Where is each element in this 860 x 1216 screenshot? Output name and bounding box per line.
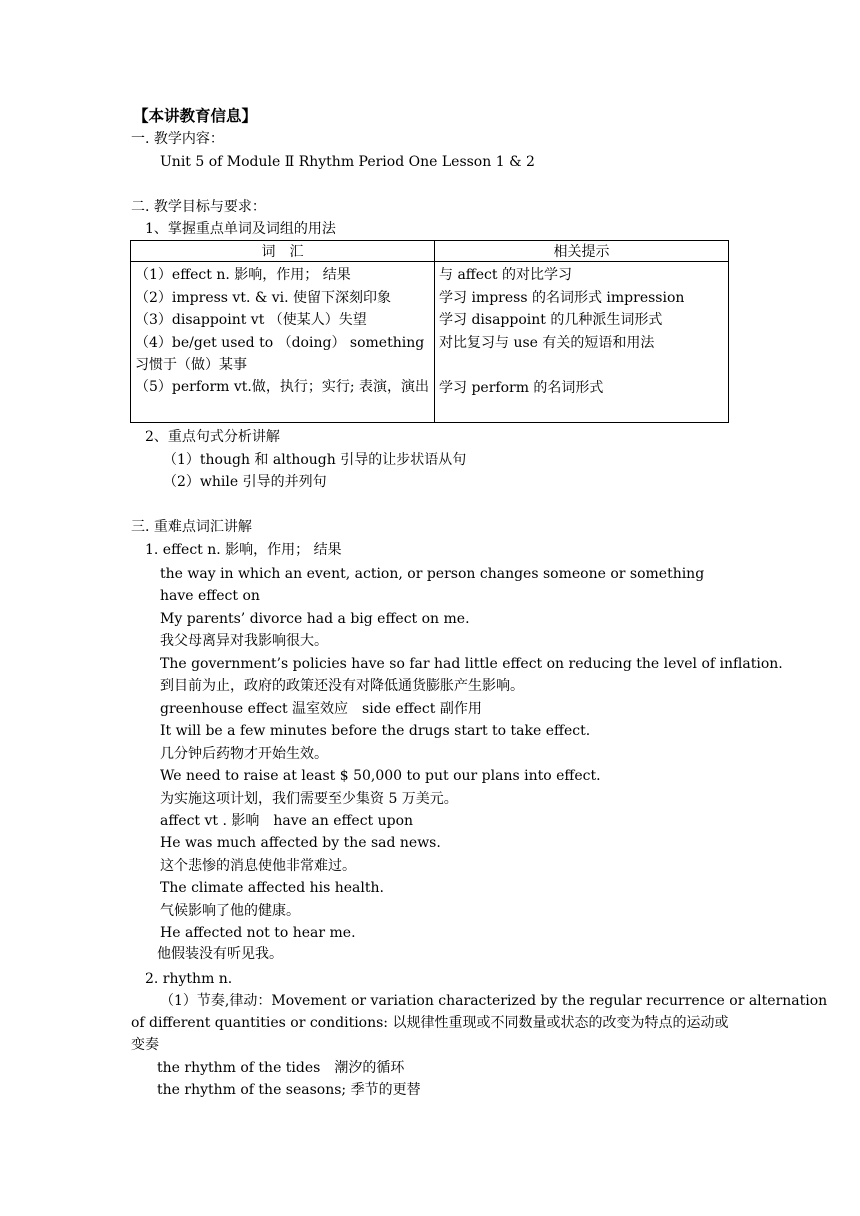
example-line: have effect on <box>160 588 260 605</box>
vocab-hint: 学习 disappoint 的几种派生词形式 <box>439 312 663 329</box>
definition-line: 变奏 <box>131 1037 159 1053</box>
table-header-words: 词 汇 <box>131 241 435 262</box>
item-title: 2. rhythm n. <box>145 971 233 987</box>
spacer <box>439 354 724 377</box>
example-line: 他假装没有听见我。 <box>157 946 283 962</box>
vocab-word: （2）impress vt. & vi. 使留下深刻印象 <box>135 289 392 306</box>
table-row <box>131 262 729 423</box>
words-cell <box>131 262 435 423</box>
example-line: the way in which an event, action, or person changes someone or something <box>160 566 705 582</box>
vocab-hint: 学习 perform 的名词形式 <box>439 379 604 396</box>
example-line: the rhythm of the seasons; 季节的更替 <box>157 1082 421 1098</box>
hints-cell <box>435 262 729 423</box>
example-line: 到目前为止，政府的政策还没有对降低通货膨胀产生影响。 <box>160 678 524 695</box>
definition-line: （1）节奏,律动：Movement or variation characterized by the regular recurrence or alternation <box>160 993 828 1009</box>
subheading-vocab: 1、掌握重点单词及词组的用法 <box>145 221 336 237</box>
example-line: 我父母离异对我影响很大。 <box>160 633 328 650</box>
example-line: It will be a few minutes before the drugs start to take effect. <box>160 723 591 740</box>
table-header-hints: 相关提示 <box>435 241 729 262</box>
vocab-word: （3）disappoint vt （使某人）失望 <box>135 312 367 329</box>
sentence-point: （1）though 和 although 引导的让步状语从句 <box>163 452 467 468</box>
example-line: 这个悲惨的消息使他非常难过。 <box>160 857 356 874</box>
example-line: 几分钟后药物才开始生效。 <box>160 745 328 762</box>
example-line: The government’s policies have so far had little effect on reducing the level of inflation. <box>160 655 783 672</box>
lesson-content: Unit 5 of Module Ⅱ Rhythm Period One Lesson 1 & 2 <box>160 154 535 170</box>
vocab-hint: 对比复习与 use 有关的短语和用法 <box>439 334 655 351</box>
subheading-sentences: 2、重点句式分析讲解 <box>145 429 280 445</box>
example-line: 为实施这项计划，我们需要至少集资 5 万美元。 <box>160 790 458 807</box>
example-line: He affected not to hear me. <box>160 925 356 942</box>
vocab-word: （1）effect n. 影响，作用； 结果 <box>135 267 351 283</box>
vocab-hint: 与 affect 的对比学习 <box>439 267 572 283</box>
definition-line: of different quantities or conditions: 以规律性重现或不同数量或状态的改变为特点的运动或 <box>131 1015 729 1031</box>
page-title: 【本讲教育信息】 <box>133 106 258 125</box>
example-line: affect vt . 影响 have an effect upon <box>160 812 414 829</box>
section-heading-goals: 二. 教学目标与要求： <box>131 199 266 215</box>
sentence-point: （2）while 引导的并列句 <box>163 474 327 490</box>
example-line: My parents’ divorce had a big effect on me. <box>160 610 470 627</box>
section-heading-vocab: 三. 重难点词汇讲解 <box>131 519 252 535</box>
table-header-row <box>131 241 729 262</box>
example-line: The climate affected his health. <box>160 880 384 897</box>
example-line: 气候影响了他的健康。 <box>160 902 300 919</box>
vocab-table <box>130 240 729 423</box>
example-line: greenhouse effect 温室效应 side effect 副作用 <box>160 700 482 717</box>
section-heading-content: 一. 教学内容： <box>131 131 224 147</box>
vocab-word: （5）perform vt.做，执行；实行; 表演，演出 <box>135 378 430 395</box>
example-line: We need to raise at least $ 50,000 to put our plans into effect. <box>160 768 601 785</box>
item-title: 1. effect n. 影响，作用； 结果 <box>145 542 342 558</box>
example-line: He was much affected by the sad news. <box>160 835 441 852</box>
vocab-word: （4）be/get used to （doing） something 习惯于（做）某事 <box>135 334 425 373</box>
example-line: the rhythm of the tides 潮汐的循环 <box>157 1060 405 1076</box>
vocab-hint: 学习 impress 的名词形式 impression <box>439 289 685 306</box>
